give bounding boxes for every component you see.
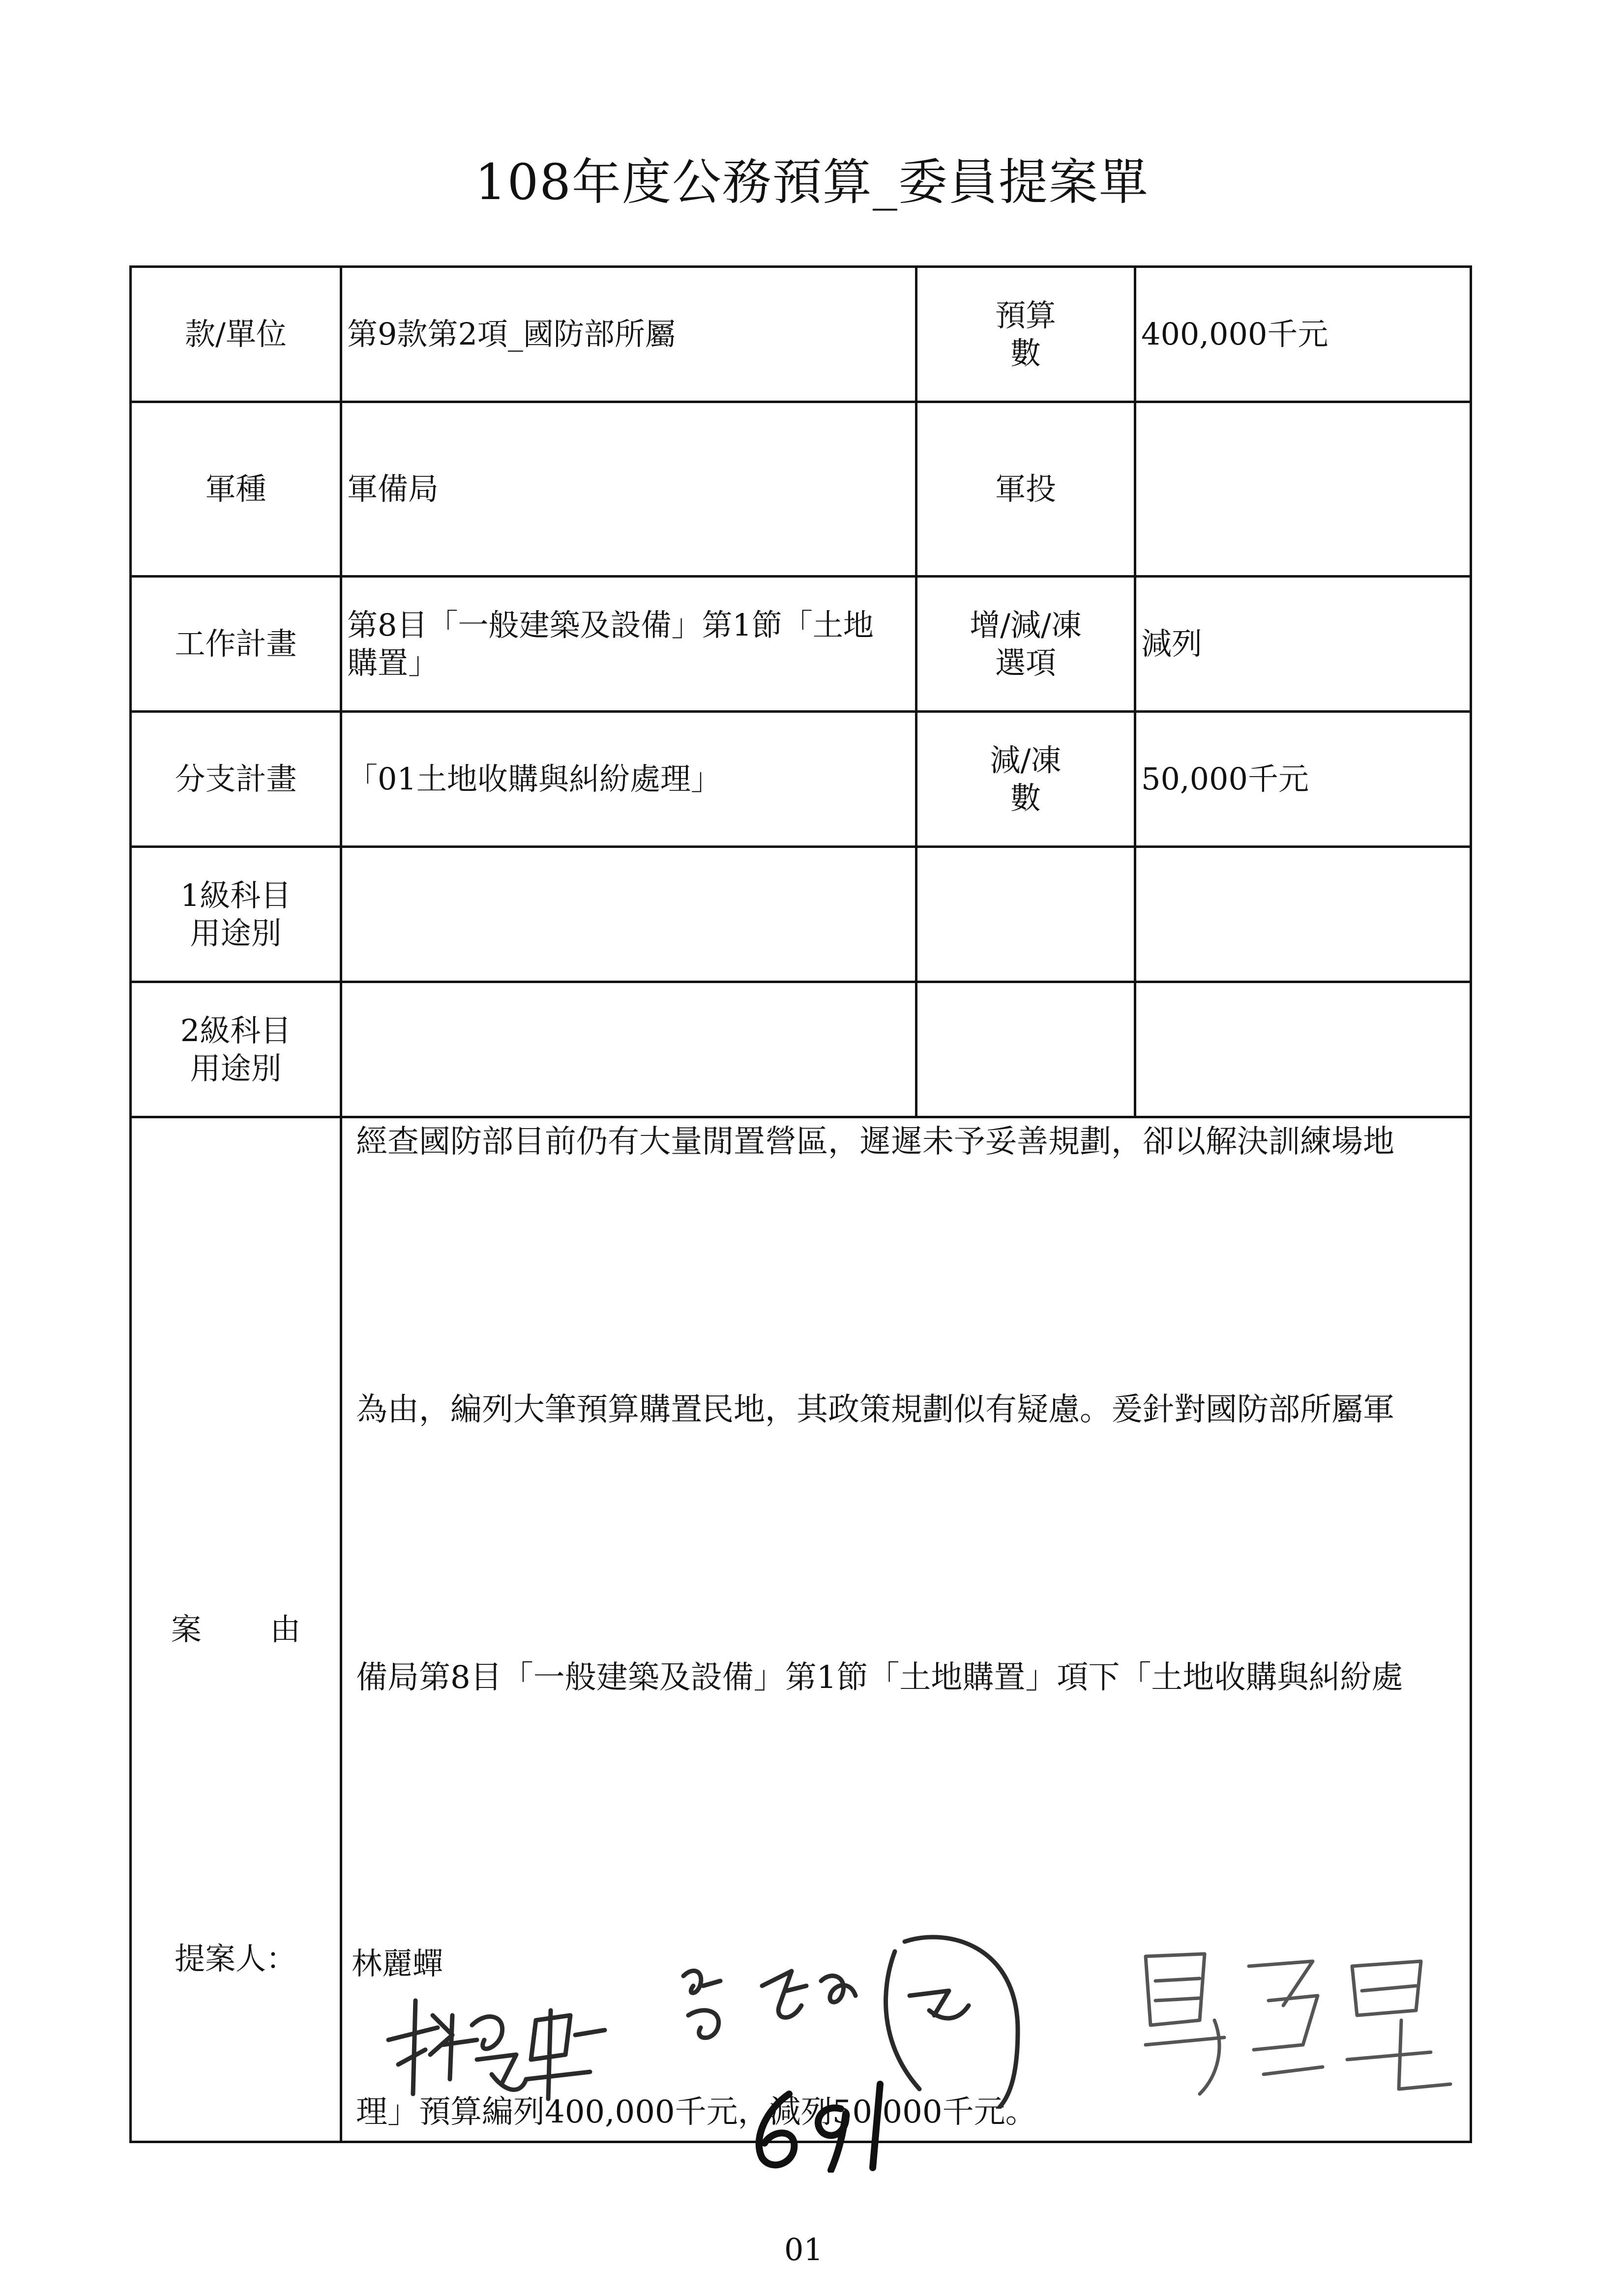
label-reason-char-2: 由 (270, 1611, 301, 1648)
label-branch-plan: 分支計畫 (131, 712, 341, 847)
page-number: 01 (784, 2232, 823, 2267)
label-reduce-amount (916, 712, 1135, 847)
reason-line: 理」預算編列400,000千元，減列50,000千元。 (356, 2094, 1037, 2130)
page-title: 108年度公務預算_委員提案單 (475, 153, 1149, 211)
blank-cell (1135, 847, 1471, 982)
label-adjust-option (916, 577, 1135, 712)
blank-cell (1135, 982, 1471, 1117)
label-level2-subject (131, 982, 341, 1117)
label-adjust-option-text: 增/減/凍 選項 (970, 607, 1082, 681)
handwritten-number (742, 2079, 900, 2173)
proposer-name: 林麗蟬 (352, 1946, 443, 1981)
value-adjust-option: 減列 (1135, 577, 1471, 712)
form-row-branch-plan (131, 712, 1471, 847)
value-budget-unit: 第9款第2項_國防部所屬 (341, 267, 916, 402)
value-work-plan (341, 577, 916, 712)
label-reason-char-1: 案 (171, 1611, 202, 1648)
value-level2-subject (341, 982, 916, 1117)
label-military-investment: 軍投 (916, 402, 1135, 577)
value-work-plan-text: 第8目「一般建築及設備」第1節「土地 購置」 (347, 607, 874, 681)
label-reduce-amount-text: 減/凍 數 (990, 742, 1062, 816)
blank-cell (916, 982, 1135, 1117)
label-level2-subject-text: 2級科目 用途別 (180, 1012, 292, 1086)
form-row-budget-unit (131, 267, 1471, 402)
label-budget-amount-text: 預算 數 (995, 297, 1056, 371)
value-reduce-amount: 50,000千元 (1135, 712, 1471, 847)
value-branch-plan: 「01土地收購與糾紛處理」 (341, 712, 916, 847)
form-row-service (131, 402, 1471, 577)
form-row-level2-subject (131, 982, 1471, 1117)
label-reason (131, 1117, 341, 2142)
proposal-form-table (129, 265, 1472, 2143)
proposer-label: 提案人： (175, 1941, 297, 1976)
signature-1 (379, 1981, 615, 2109)
label-level1-subject (131, 847, 341, 982)
label-work-plan: 工作計畫 (131, 577, 341, 712)
signature-3 (1126, 1947, 1470, 2109)
value-level1-subject (341, 847, 916, 982)
label-budget-amount (916, 267, 1135, 402)
reason-line: 備局第8目「一般建築及設備」第1節「土地購置」項下「土地收購與糾紛處 (356, 1659, 1403, 1696)
value-military-investment (1135, 402, 1471, 577)
label-level1-subject-text: 1級科目 用途別 (180, 877, 292, 951)
label-budget-unit: 款/單位 (131, 267, 341, 402)
reason-line: 為由，編列大筆預算購置民地，其政策規劃似有疑慮。爰針對國防部所屬軍 (356, 1392, 1394, 1428)
value-budget-amount: 400,000千元 (1135, 267, 1471, 402)
label-service: 軍種 (131, 402, 341, 577)
blank-cell (916, 847, 1135, 982)
reason-line: 經查國防部目前仍有大量閒置營區，遲遲未予妥善規劃，卻以解決訓練場地 (356, 1124, 1394, 1160)
form-row-level1-subject (131, 847, 1471, 982)
form-row-work-plan (131, 577, 1471, 712)
value-service: 軍備局 (341, 402, 916, 577)
